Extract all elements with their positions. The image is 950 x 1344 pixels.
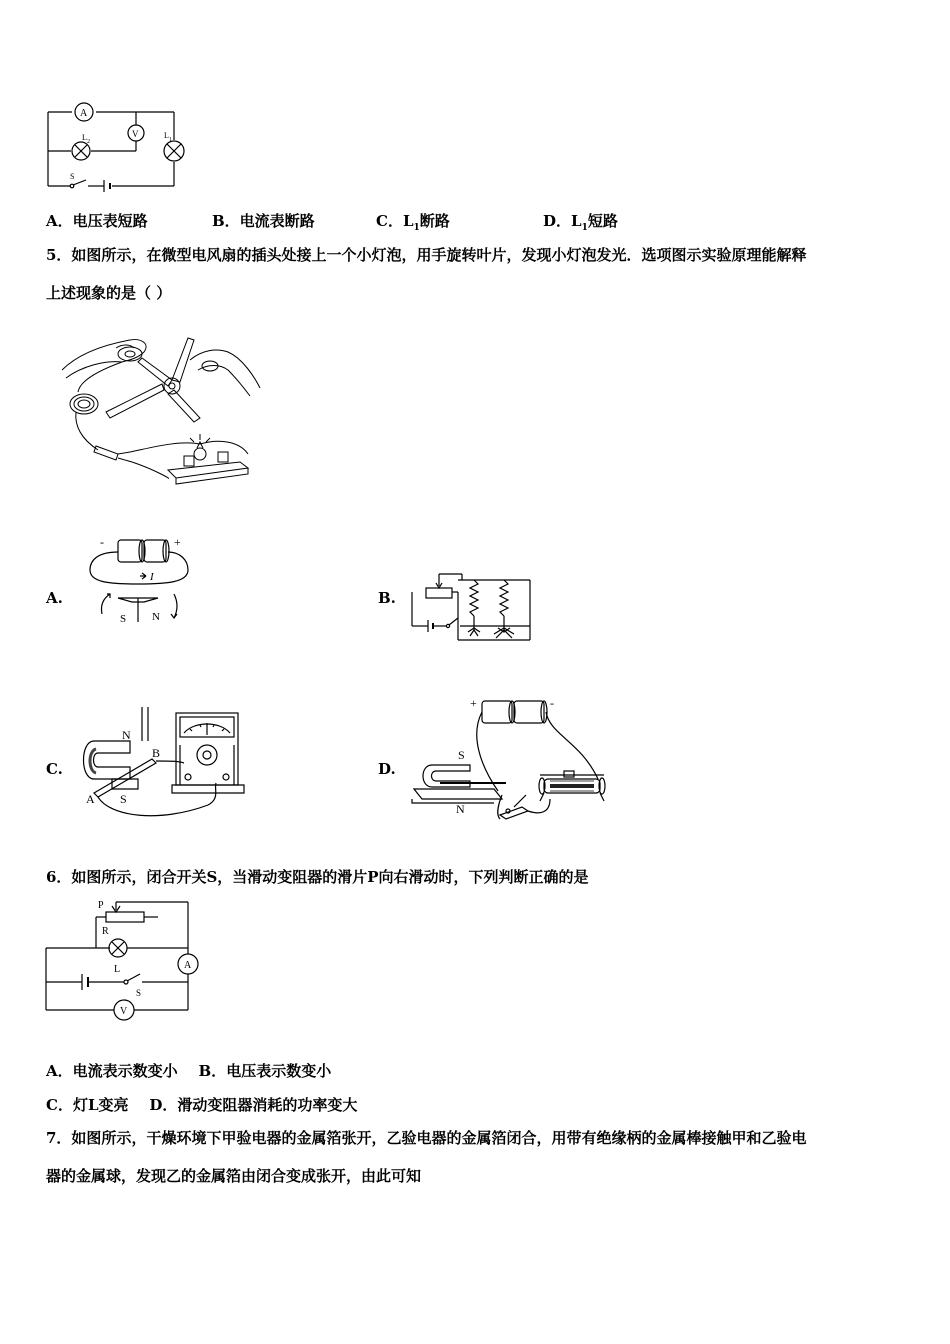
q4-lamp1-subscript: 1 [169,137,172,143]
q4-voltmeter-label: V [132,129,139,139]
q4-circuit-figure [44,100,184,192]
q6-circuit-figure [44,896,204,1028]
q4-option-d-sub: 1 [581,223,588,233]
q5-fig-d-south: S [458,748,465,762]
q5-stem-line2: 上述现象的是（ ） [46,284,172,302]
q5-option-a-label: A. [46,589,63,607]
q6-lamp-label: L [114,964,121,975]
q5-fig-d-minus: - [550,696,554,710]
q5-option-b-figure [408,570,538,646]
q5-fig-c-south: S [120,792,127,806]
q4-option-d-prefix: D．L [543,212,582,230]
q4-option-c-sub: 1 [413,223,420,233]
q4-option-c-suffix: 断路 [419,212,450,230]
q4-option-b: B．电流表断路 [212,212,315,230]
q4-lamp2-label: L [82,133,87,142]
q6-ammeter-label: A [184,960,192,971]
q5-option-c-figure [80,705,252,827]
q4-option-c-prefix: C．L [376,212,414,230]
q5-option-c-label: C. [46,760,63,778]
q5-stem-line1: 5．如图所示，在微型电风扇的插头处接上一个小灯泡，用手旋转叶片，发现小灯泡发光．选项图示实验原理能解释 [46,246,807,264]
q6-options-cd: C．灯L变亮 D．滑动变阻器消耗的功率变大 [46,1096,358,1114]
q5-fig-a-north: N [152,611,160,623]
q6-options-ab: A．电流表示数变小 B．电压表示数变小 [46,1062,332,1080]
q5-option-b-label: B. [378,589,396,607]
q4-switch-label: S [70,172,75,181]
q4-option-d-suffix: 短路 [587,212,618,230]
q5-option-d-label: D. [378,760,396,778]
q5-fig-a-current: I [150,571,154,583]
q5-fan-illustration [60,330,265,490]
q6-stem: 6．如图所示，闭合开关S，当滑动变阻器的滑片P向右滑动时，下列判断正确的是 [46,868,589,886]
q5-fig-c-point-a: A [86,792,95,806]
q5-fig-a-minus: - [100,535,104,549]
q5-fig-a-plus: + [174,535,181,549]
q6-voltmeter-label: V [120,1006,128,1017]
q6-slider-label: P [98,900,104,911]
q4-lamp1-label: L [164,131,169,140]
q4-option-a: A．电压表短路 [46,212,148,230]
q4-ammeter-label: A [80,108,88,119]
q5-fig-d-plus: + [470,696,477,710]
q4-option-d [543,211,618,238]
q5-option-d-figure [410,695,610,827]
q4-option-c [376,211,450,238]
q5-fig-d-north: N [456,802,465,816]
q5-fig-c-north: N [122,728,131,742]
q7-stem-line1: 7．如图所示，干燥环境下甲验电器的金属箔张开，乙验电器的金属箔闭合，用带有绝缘柄的金属棒接触甲和乙验电 [46,1129,807,1147]
q5-fig-a-south: S [120,613,127,625]
q5-fig-c-point-b: B [152,746,161,760]
q4-lamp2-subscript: 2 [87,139,90,145]
q7-stem-line2: 器的金属球，发现乙的金属箔由闭合变成张开，由此可知 [46,1167,422,1185]
q6-rheostat-label: R [102,926,109,937]
q6-switch-label: S [136,988,142,998]
q5-option-a-figure [88,532,198,632]
